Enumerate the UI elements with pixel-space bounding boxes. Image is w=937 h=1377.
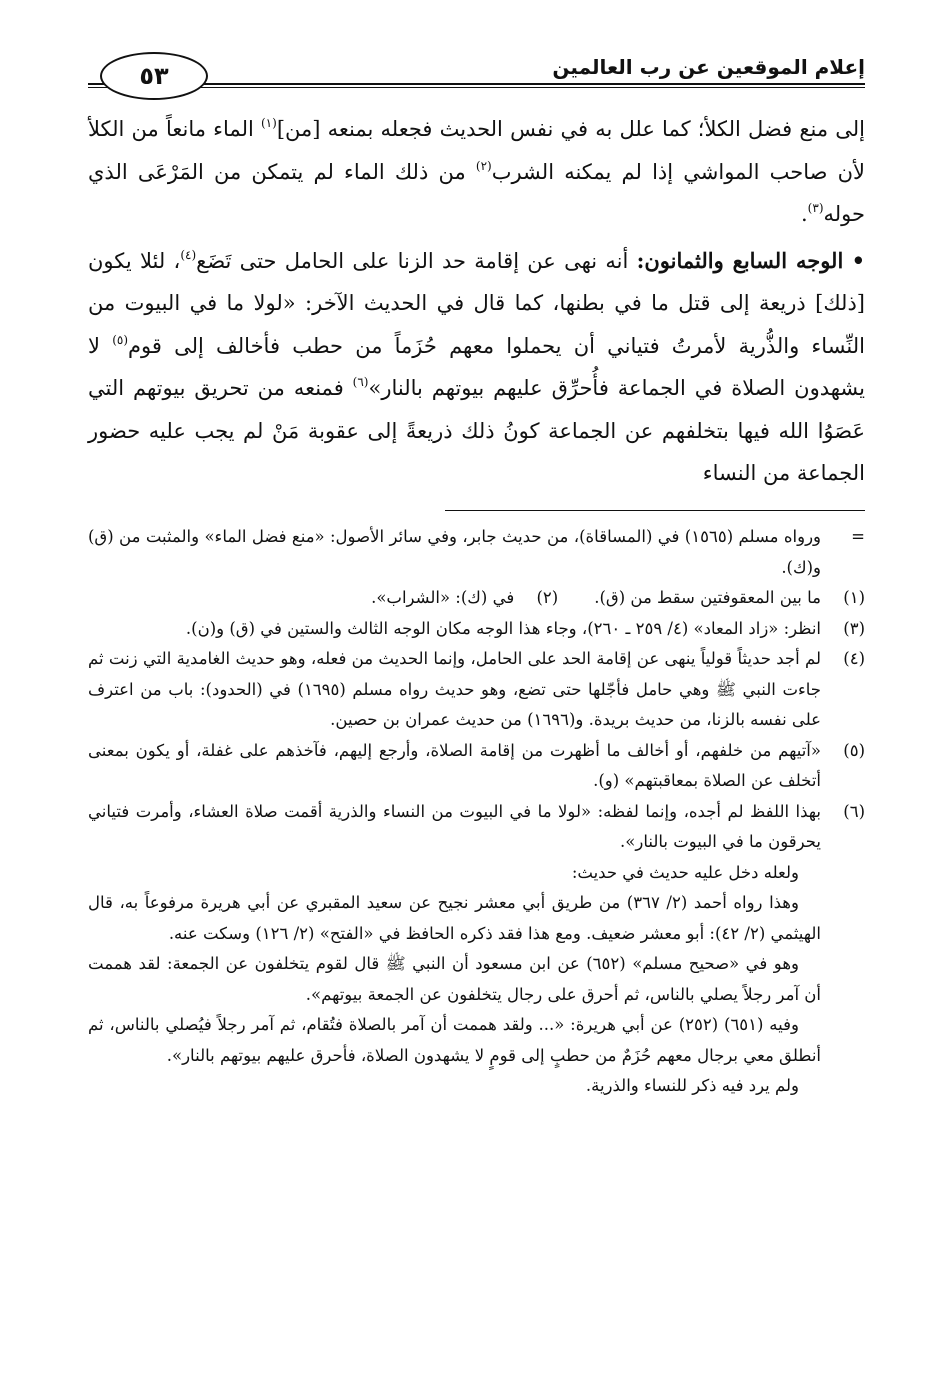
footnote-3 <box>88 614 865 645</box>
footnote-ref-5[interactable]: (٥) <box>112 332 129 347</box>
main-paragraph-1 <box>88 108 865 236</box>
main-text <box>88 108 865 495</box>
footnote-ref-6[interactable]: (٦) <box>352 375 369 389</box>
footnote-text: «آتيهم من خلفهم، أو أخالف ما أظهرت من إقامة الصلاة، وأرجع إليهم، فآخذهم على غفلة، أو يكون بمعنى أتخلف عن الصلاة بمعاقبتهم» (و). <box>88 740 821 790</box>
footnote-2 <box>371 583 558 614</box>
section-lead: الوجه السابع والثمانون: <box>636 247 844 273</box>
text-run: أنه نهى عن إقامة حد الزنا على الحامل حتى تَضَع <box>196 248 637 273</box>
footnote-6-paragraph: وفيه (٦٥١) (٢٥٢) عن أبي هريرة: «... ولقد هممت أن آمر بالصلاة فتُقام، ثم آمر رجلاً فيُصلي بالناس، ثم أنطلق معي برجال معهم حُزَمٌ من حطبٍ إلى قومٍ لا يشهدون الصلاة، فأحرق عليهم بيوتهم بالنار». <box>88 1015 821 1065</box>
text-run: . <box>800 202 808 226</box>
text-run: من ذلك الماء لم يتمكن من المَرْعَى الذي حوله <box>88 159 865 226</box>
footnote-ref-4[interactable]: (٤) <box>180 247 197 262</box>
footnote-text: في (ك): «الشراب». <box>371 588 515 607</box>
bullet-icon: • <box>851 247 865 273</box>
footnote-4 <box>88 644 865 736</box>
footnote-mark: (٦) <box>843 801 865 821</box>
running-title: إعلام الموقعين عن رب العالمين <box>552 55 865 79</box>
footnote-mark: (٢) <box>536 588 559 607</box>
main-paragraph-2 <box>88 240 865 495</box>
footnote-text: ورواه مسلم (١٥٦٥) في (المساقاة)، من حديث جابر، وفي سائر الأصول: «منع فضل الماء» والمثبت من (ق) و(ك). <box>88 527 822 577</box>
footnote-mark: (٥) <box>843 740 865 760</box>
footnotes <box>88 522 865 1102</box>
footnote-ref-2[interactable]: (٢) <box>475 158 492 173</box>
footnote-6-paragraph: ولعله دخل عليه حديث في حديث: <box>571 862 799 882</box>
footnote-1 <box>594 583 865 614</box>
page-number-text: ٥٣ <box>139 62 169 90</box>
footnote-6 <box>88 797 865 858</box>
footnote-text: لم أجد حديثاً قولياً ينهى عن إقامة الحد على الحامل، وإنما الحديث من فعله، وهو حديث الغامدية التي زنت ثم جاءت النبي ﷺ وهي حامل فأجّلها حتى تضع، وهو حديث رواه مسلم (١٦٩٥) في (الحدود): باب من اعترف على نفسه بالزنا، من حديث بريدة. و(١٦٩٦) من حديث عمران بن حصين. <box>88 649 821 729</box>
footnote-6-paragraph: وهذا رواه أحمد (٢/ ٣٦٧) من طريق أبي معشر نجيح عن سعيد المقبري عن أبي هريرة مرفوعاً به، قال الهيثمي (٢/ ٤٢): أبو معشر ضعيف. ومع هذا فقد ذكره الحافظ في «الفتح» (٢/ ١٢٦) وسكت عنه. <box>88 893 821 943</box>
footnote-mark: (٤) <box>843 649 865 668</box>
page-number <box>100 52 208 100</box>
footnote-text: بهذا اللفظ لم أجده، وإنما لفظه: «لولا ما في البيوت من النساء والذرية أقمت صلاة العشاء، وأمرت فتياني يحرقون ما في البيوت بالنار». <box>88 801 821 851</box>
footnote-ref-3[interactable]: (٣) <box>807 201 824 215</box>
text-run: ، لئلا يكون [ذلك] ذريعة إلى قتل ما في بطنها، كما قال في الحديث الآخر: «لولا ما في البيوت من النِّساء والذُّرية لأمرتُ فتياني أن يحملوا معهم حُزَماً من حطب فأخالف إلى قوم <box>88 248 866 358</box>
footnote-separator <box>445 510 865 511</box>
text-run: لا يشهدون الصلاة في الجماعة فأُحرِّق عليهم بيوتهم بالنار» <box>88 333 865 400</box>
footnote-mark: = <box>851 527 865 546</box>
footnote-pair-1-2 <box>88 583 865 614</box>
footnote-mark: (١) <box>843 588 865 607</box>
footnote-6-paragraph: وهو في «صحيح مسلم» (٦٥٢) عن ابن مسعود أن النبي ﷺ قال لقوم يتخلفون عن الجمعة: لقد هممت أن آمر رجلاً يصلي بالناس، ثم أحرق على رجال يتخلفون عن الجمعة بيوتهم». <box>88 954 821 1004</box>
footnote-mark: (٣) <box>843 618 865 638</box>
text-run: إلى منع فضل الكلأ؛ كما علل به في نفس الحديث فجعله بمنعه [من] <box>276 117 865 141</box>
footnote-text: انظر: «زاد المعاد» (٤/ ٢٥٩ ـ ٢٦٠)، وجاء هذا الوجه مكان الوجه الثالث والستين في (ق) و(ن). <box>185 618 821 638</box>
footnote-continuation <box>88 522 865 583</box>
footnote-ref-1[interactable]: (١) <box>260 116 277 130</box>
footnote-6-paragraph: ولم يرد فيه ذكر للنساء والذرية. <box>585 1076 799 1095</box>
text-run: فمنعه من تحريق بيوتهم التي عَصَوُا الله فيها بتخلفهم عن الجماعة كونُ ذلك ذريعةً إلى عقوبة مَنْ لم يجب عليه حضور الجماعة من النساء <box>88 376 865 485</box>
footnote-text: ما بين المعقوفتين سقط من (ق). <box>594 588 821 607</box>
footnote-5 <box>88 736 865 797</box>
text-run: الماء مانعاً من الكلأ لأن صاحب المواشي إذا لم يمكنه الشرب <box>88 117 865 184</box>
